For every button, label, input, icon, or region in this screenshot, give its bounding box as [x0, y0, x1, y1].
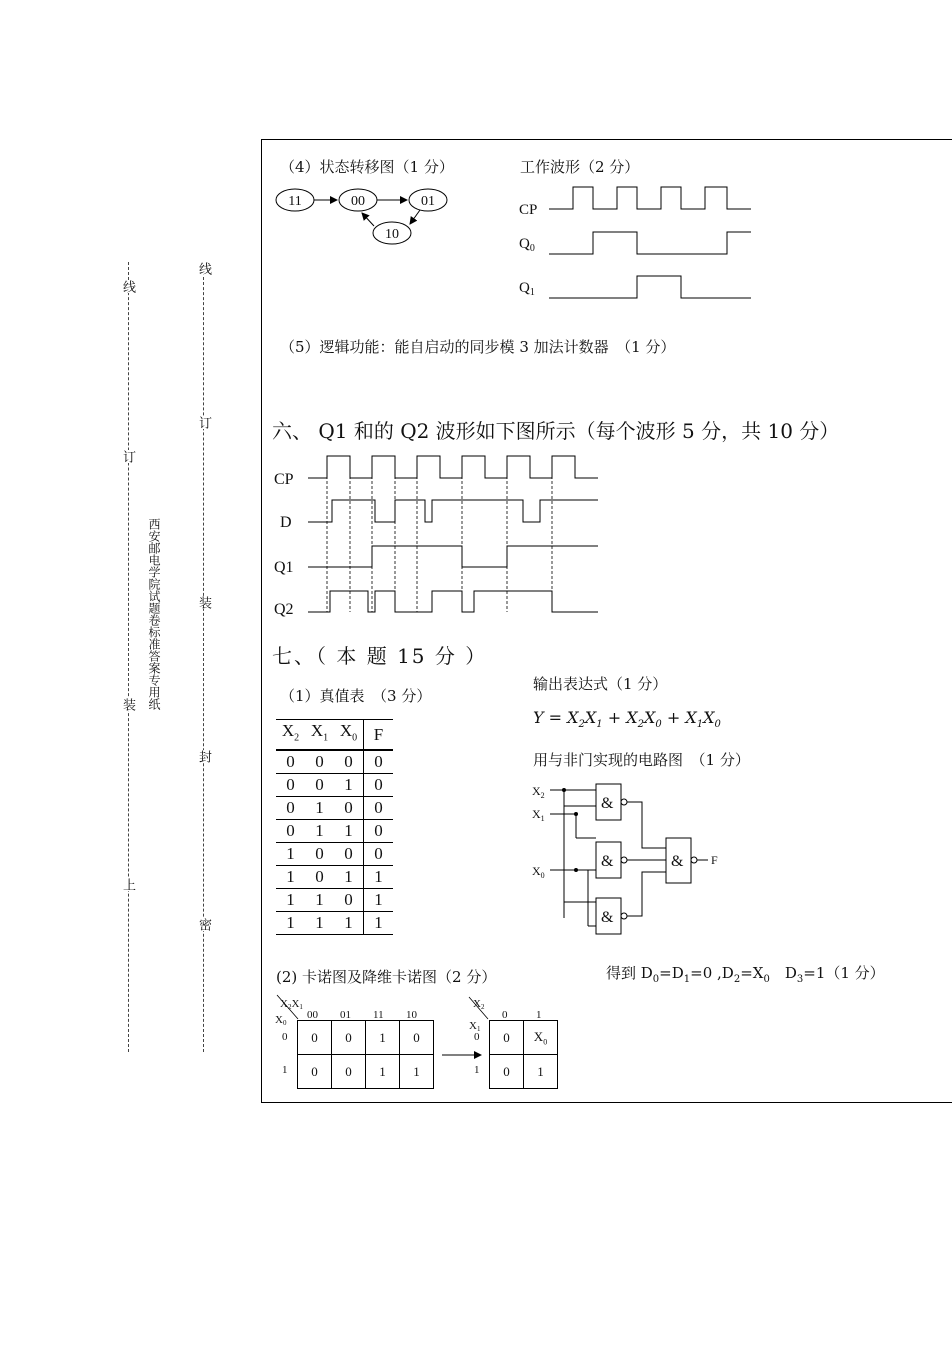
cell: 1 — [276, 912, 305, 935]
table-row — [276, 866, 393, 889]
expression-title: 输出表达式（1 分） — [533, 675, 668, 693]
kmap-row-1: 1 — [282, 1064, 288, 1076]
output-f: F — [711, 853, 718, 867]
cell: 1 — [334, 912, 364, 935]
gate-out-symbol: & — [671, 853, 684, 870]
cell: 1 — [276, 866, 305, 889]
binding-mark-zhuang: 装 — [120, 698, 135, 711]
kmap2-row-0: 0 — [474, 1031, 480, 1043]
wave-label-cp: CP — [519, 202, 538, 218]
binding-mark-xian: 线 — [120, 280, 135, 293]
working-waveform — [515, 182, 760, 307]
input-x0: $X_0$ — [532, 864, 545, 880]
kmap-cell: 0 — [298, 1021, 332, 1055]
label-q2: Q2 — [274, 601, 294, 618]
label-cp: CP — [274, 471, 294, 488]
binding-mark-mi: 密 — [196, 918, 211, 931]
gate-1-symbol: & — [601, 795, 614, 812]
binding-mark-ding: 订 — [120, 450, 135, 463]
state-diagram — [270, 182, 480, 248]
cell: 0 — [364, 797, 394, 820]
state-11: 11 — [288, 194, 302, 209]
cell: 1 — [276, 889, 305, 912]
section-6-title: 六、 Q1 和的 Q2 波形如下图所示（每个波形 5 分，共 10 分） — [272, 419, 840, 443]
cell: 0 — [305, 750, 334, 774]
kmap-cell: 1 — [366, 1021, 400, 1055]
kmap2-cell-x0: $X_0$ — [524, 1021, 558, 1055]
truth-table — [276, 719, 393, 935]
cell: 1 — [364, 866, 394, 889]
binding-mark-ding-2: 订 — [196, 416, 211, 429]
kmap-col-11: 11 — [373, 1009, 384, 1021]
cell: 0 — [334, 889, 364, 912]
cell: 1 — [276, 843, 305, 866]
cell: 0 — [276, 820, 305, 843]
cell: 0 — [364, 820, 394, 843]
cell: 0 — [364, 774, 394, 797]
kmap-title: (2) 卡诺图及降维卡诺图（2 分） — [276, 968, 497, 986]
cell: 0 — [276, 750, 305, 774]
karnaugh-map — [297, 1020, 434, 1089]
kmap-row — [298, 1055, 434, 1089]
kmap2-cell: 1 — [524, 1055, 558, 1089]
table-row — [276, 843, 393, 866]
kmap-cell: 0 — [332, 1055, 366, 1089]
kmap-col-00: 00 — [307, 1009, 318, 1021]
truth-table-header — [276, 720, 393, 751]
input-x1: $X_1$ — [532, 807, 545, 823]
cell: 1 — [305, 820, 334, 843]
cell: 0 — [334, 750, 364, 774]
cell: 1 — [334, 820, 364, 843]
kmap-cell: 0 — [298, 1055, 332, 1089]
cell: 0 — [364, 750, 394, 774]
binding-mark-xian-2: 线 — [196, 262, 211, 275]
gate-3-symbol: & — [601, 909, 614, 926]
cell: 1 — [334, 866, 364, 889]
section-7-title: 七、（ 本 题 15 分 ） — [272, 644, 488, 668]
cell: 0 — [305, 866, 334, 889]
truth-table-title: （1）真值表 （3 分） — [280, 687, 432, 705]
cell: 1 — [364, 889, 394, 912]
school-name: 西安邮电学院试题卷标准答案专用纸 — [147, 518, 161, 710]
cell: 1 — [305, 889, 334, 912]
label-q1: Q1 — [274, 559, 294, 576]
wave-label-q0: $Q_0$ — [519, 236, 535, 254]
kmap-col-10: 10 — [406, 1009, 417, 1021]
kmap-row — [298, 1021, 434, 1055]
state-diagram-title: （4）状态转移图（1 分） — [280, 158, 454, 176]
table-row — [276, 889, 393, 912]
table-row — [276, 774, 393, 797]
state-00: 00 — [351, 194, 365, 209]
state-10: 10 — [385, 227, 399, 242]
circuit-title: 用与非门实现的电路图 （1 分） — [533, 751, 750, 769]
cell: 1 — [334, 774, 364, 797]
table-row — [276, 820, 393, 843]
kmap2-row-1: 1 — [474, 1064, 480, 1076]
cell: 0 — [276, 797, 305, 820]
header-f: F — [364, 720, 394, 751]
cell: 1 — [364, 912, 394, 935]
kmap-cell: 0 — [400, 1021, 434, 1055]
header-x0: $X_0$ — [334, 720, 364, 751]
svg-text:X1: X1 — [469, 1020, 481, 1033]
reduced-karnaugh-map — [489, 1020, 558, 1089]
wave-label-q1: $Q_1$ — [519, 280, 535, 298]
gate-2-symbol: & — [601, 853, 614, 870]
kmap2-col-0: 0 — [502, 1009, 508, 1021]
cell: 0 — [305, 774, 334, 797]
kmap2-row — [490, 1055, 558, 1089]
nand-circuit — [528, 778, 738, 938]
label-d: D — [280, 514, 292, 531]
logic-function: （5）逻辑功能：能自启动的同步模 3 加法计数器 （1 分） — [280, 338, 676, 356]
cell: 0 — [276, 774, 305, 797]
binding-line-right — [203, 262, 204, 1052]
waveform-title: 工作波形（2 分） — [520, 158, 640, 176]
state-01: 01 — [421, 194, 435, 209]
kmap-cell: 0 — [332, 1021, 366, 1055]
input-x2: $X_2$ — [532, 784, 545, 800]
kmap-cell: 1 — [366, 1055, 400, 1089]
kmap-row-0: 0 — [282, 1031, 288, 1043]
cell: 0 — [334, 797, 364, 820]
cell: 0 — [334, 843, 364, 866]
kmap2-col-1: 1 — [536, 1009, 542, 1021]
cell: 1 — [305, 912, 334, 935]
kmap2-row — [490, 1021, 558, 1055]
output-expression: $Y = X_2X_1 + X_2X_0 + X_1X_0$ — [533, 708, 721, 731]
cell: 0 — [305, 843, 334, 866]
table-row — [276, 750, 393, 774]
kmap2-cell: 0 — [490, 1021, 524, 1055]
binding-line-left — [128, 262, 129, 1052]
svg-text:X0: X0 — [275, 1014, 287, 1027]
binding-mark-shang: 上 — [120, 878, 135, 891]
table-row — [276, 912, 393, 935]
kmap-cell: 1 — [400, 1055, 434, 1089]
cell: 0 — [364, 843, 394, 866]
kmap-col-01: 01 — [340, 1009, 351, 1021]
svg-text:X2: X2 — [473, 998, 485, 1011]
binding-mark-feng: 封 — [196, 750, 211, 763]
kmap-result: 得到 $D_0=D_1=0$ $,D_2=X_0$ $D_3=1(1$ 分） — [606, 964, 885, 985]
svg-text:X2X1: X2X1 — [280, 998, 303, 1011]
q1-q2-waveforms — [270, 450, 610, 620]
cell: 1 — [305, 797, 334, 820]
header-x2: $X_2$ — [276, 720, 305, 751]
binding-mark-zhuang-2: 装 — [196, 596, 211, 609]
header-x1: $X_1$ — [305, 720, 334, 751]
table-row — [276, 797, 393, 820]
kmap2-cell: 0 — [490, 1055, 524, 1089]
